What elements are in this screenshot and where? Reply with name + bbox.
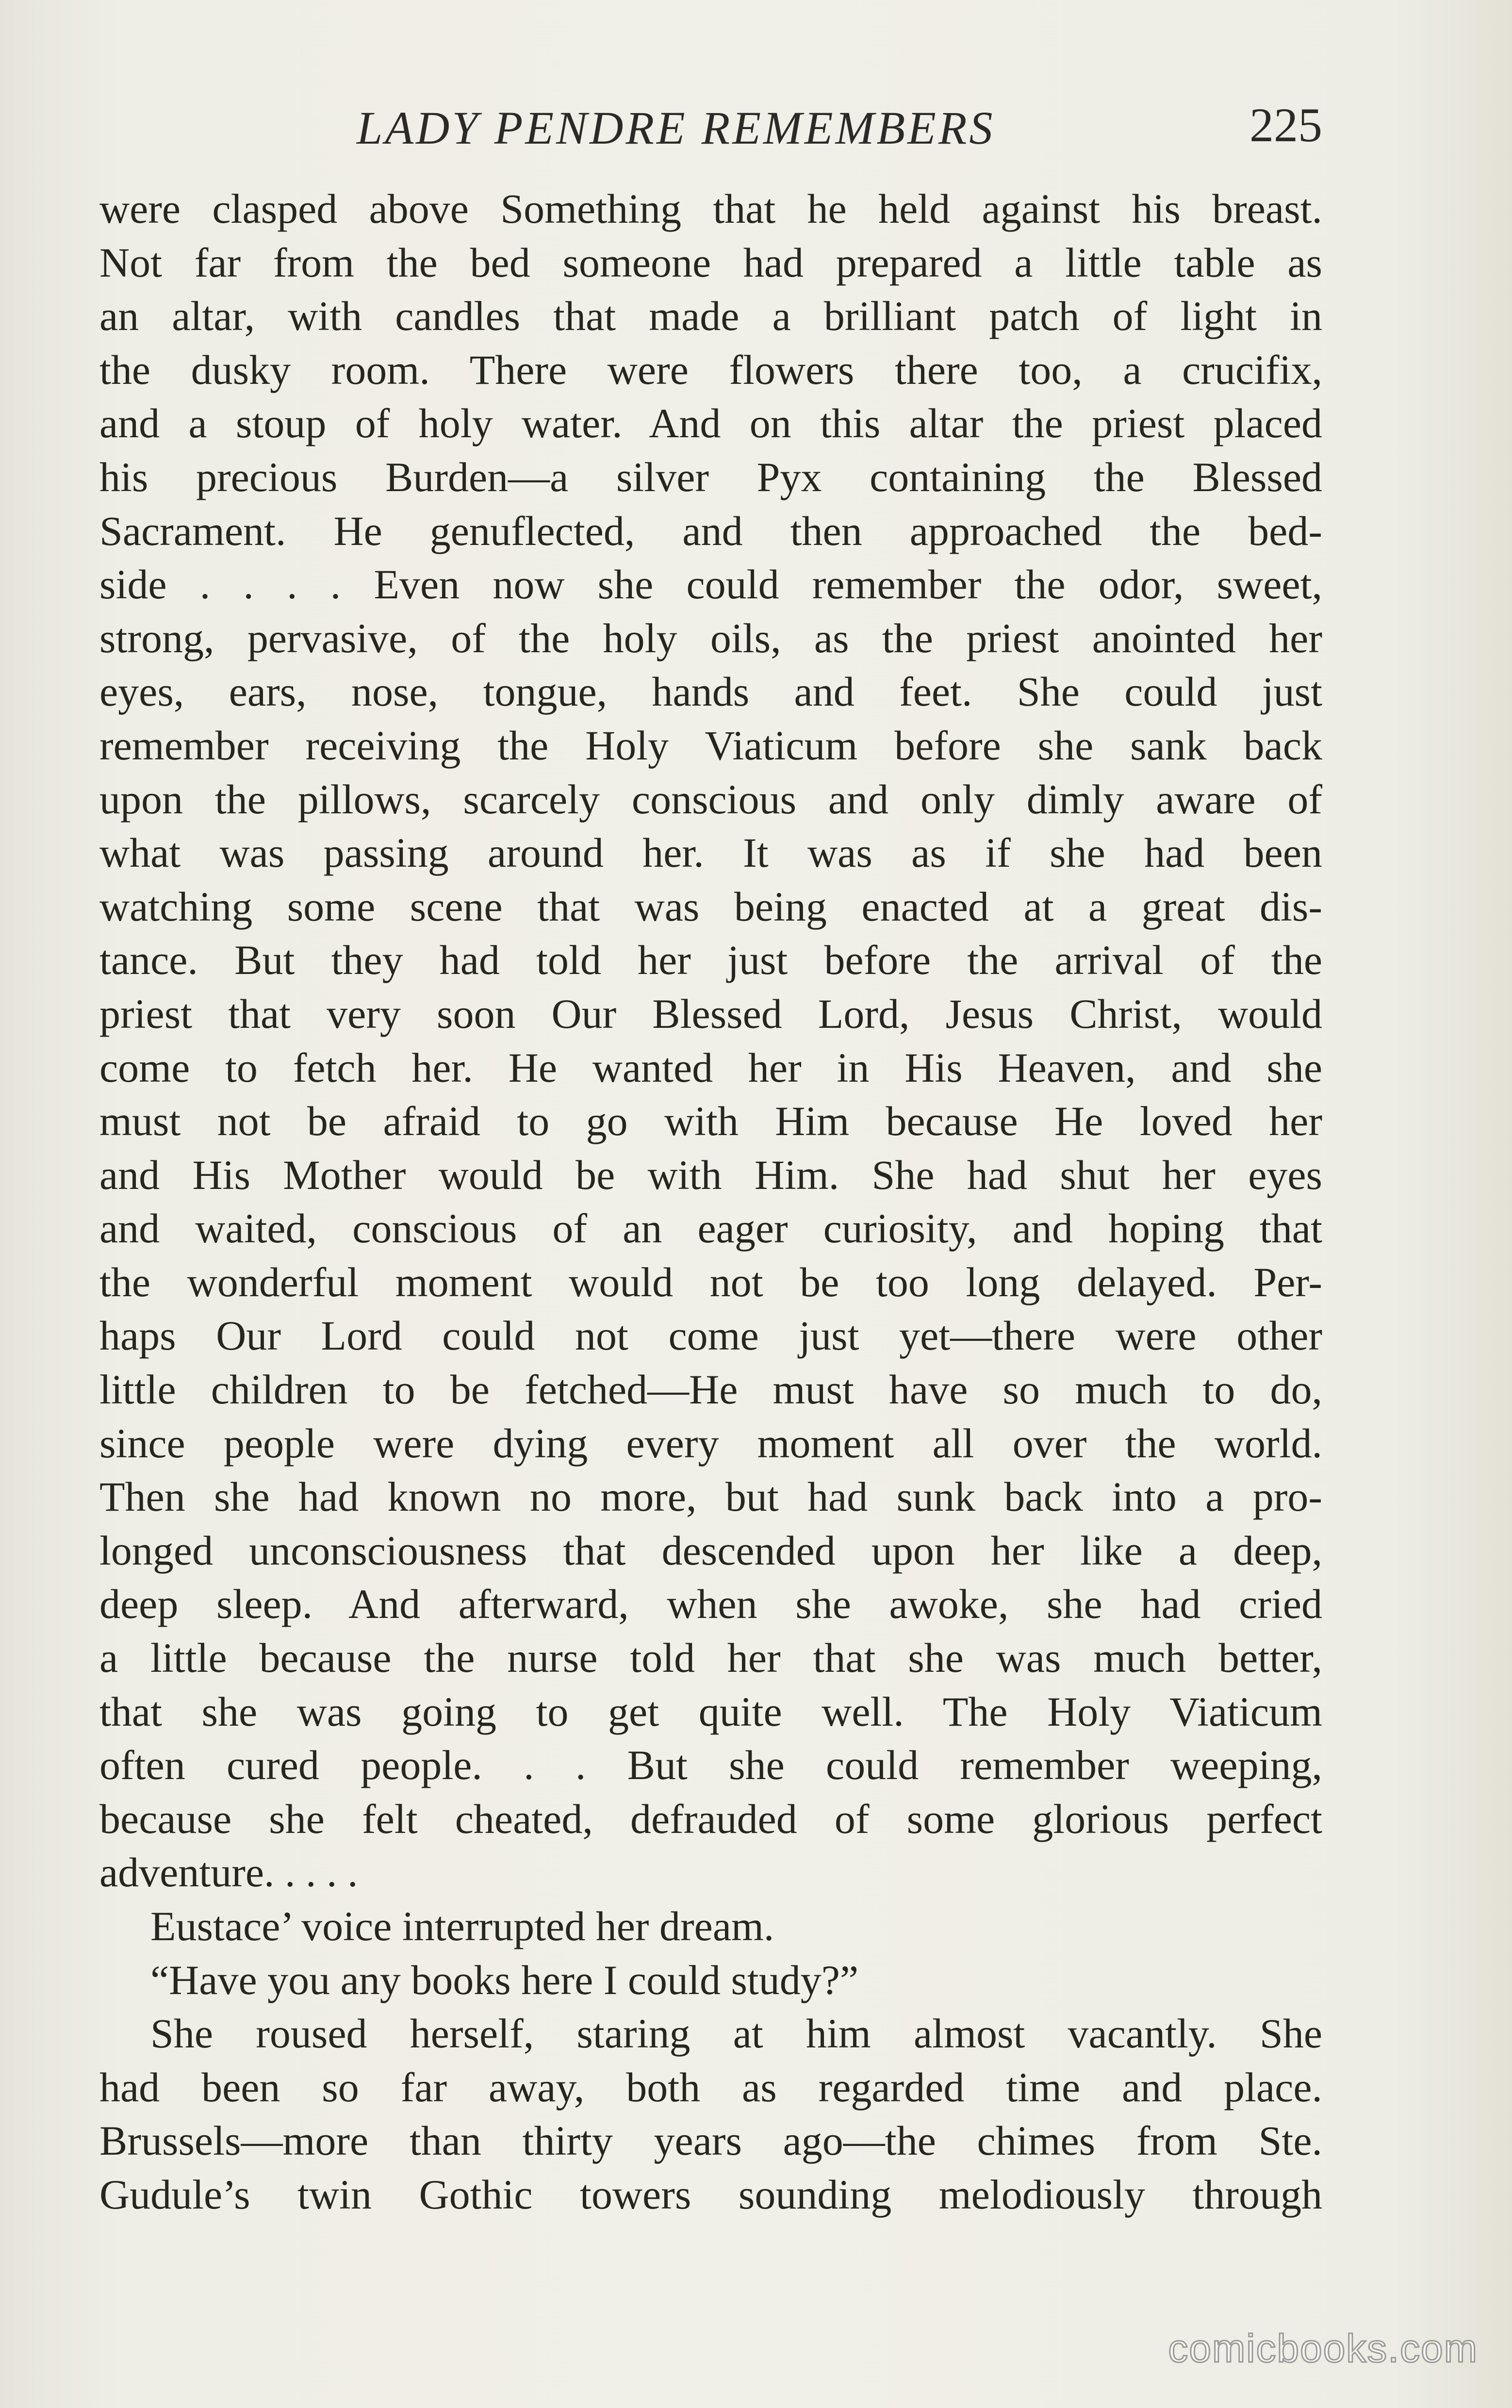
page-number: 225 <box>1249 98 1322 152</box>
text-line: the wonderful moment would not be too long delayed. Per- <box>99 1258 1322 1305</box>
text-line: Eustace’ voice interrupted her dream. <box>150 1903 774 1949</box>
text-line: “Have you any books here I could study?” <box>150 1956 859 2003</box>
text-line: that she was going to get quite well. The Holy Viaticum <box>99 1688 1322 1735</box>
text-line: Gudule’s twin Gothic towers sounding melodiously through <box>99 2171 1322 2218</box>
text-line: Brussels—more than thirty years ago—the chimes from Ste. <box>99 2117 1322 2164</box>
text-line: come to fetch her. He wanted her in His Heaven, and she <box>99 1044 1322 1091</box>
text-line: his precious Burden—a silver Pyx containing the Blessed <box>99 453 1322 500</box>
text-line: a little because the nurse told her that she was much better, <box>99 1634 1322 1682</box>
watermark: comicbooks.com <box>1168 2326 1478 2371</box>
text-line: an altar, with candles that made a brilliant patch of light in <box>99 293 1322 340</box>
text-line: deep sleep. And afterward, when she awoke, she had cried <box>99 1581 1322 1628</box>
text-line: often cured people. . . But she could remember weeping, <box>99 1742 1322 1789</box>
text-line: Then she had known no more, but had sunk back into a pro- <box>99 1473 1322 1520</box>
text-line: eyes, ears, nose, tongue, hands and feet. She could just <box>99 668 1322 715</box>
text-line: Sacrament. He genuflected, and then approached the bed- <box>99 507 1322 554</box>
text-line: She roused herself, staring at him almost vacantly. She <box>150 2010 1322 2057</box>
text-line: must not be afraid to go with Him because He loved her <box>99 1098 1322 1145</box>
text-line: upon the pillows, scarcely conscious and only dimly aware of <box>99 775 1322 823</box>
text-line: were clasped above Something that he held against his breast. <box>99 185 1322 232</box>
text-line: adventure. . . . . <box>99 1849 358 1896</box>
text-line: remember receiving the Holy Viaticum before she sank back <box>99 722 1322 769</box>
text-line: haps Our Lord could not come just yet—there were other <box>99 1312 1322 1359</box>
text-line: tance. But they had told her just before the arrival of the <box>99 937 1322 984</box>
text-line: since people were dying every moment all over the world. <box>99 1419 1322 1467</box>
text-line: little children to be fetched—He must have so much to do, <box>99 1366 1322 1413</box>
text-line: Not far from the bed someone had prepared a little table as <box>99 239 1322 286</box>
text-line: and His Mother would be with Him. She had shut her eyes <box>99 1151 1322 1198</box>
page-header <box>99 92 1322 165</box>
text-line: priest that very soon Our Blessed Lord, Jesus Christ, would <box>99 990 1322 1037</box>
text-line: the dusky room. There were flowers there too, a crucifix, <box>99 346 1322 393</box>
running-head: LADY PENDRE REMEMBERS <box>357 102 995 154</box>
text-line: because she felt cheated, defrauded of some glorious perfect <box>99 1795 1322 1842</box>
text-line: had been so far away, both as regarded time and place. <box>99 2063 1322 2111</box>
text-line: and a stoup of holy water. And on this altar the priest placed <box>99 400 1322 447</box>
text-line: and waited, conscious of an eager curiosity, and hoping that <box>99 1205 1322 1252</box>
text-line: watching some scene that was being enacted at a great dis- <box>99 883 1322 930</box>
text-line: strong, pervasive, of the holy oils, as the priest anointed her <box>99 614 1322 661</box>
text-line: longed unconsciousness that descended upon her like a deep, <box>99 1527 1322 1574</box>
text-line: side . . . . Even now she could remember the odor, sweet, <box>99 561 1322 608</box>
body-text <box>99 182 1322 2222</box>
text-line: what was passing around her. It was as if she had been <box>99 829 1322 876</box>
